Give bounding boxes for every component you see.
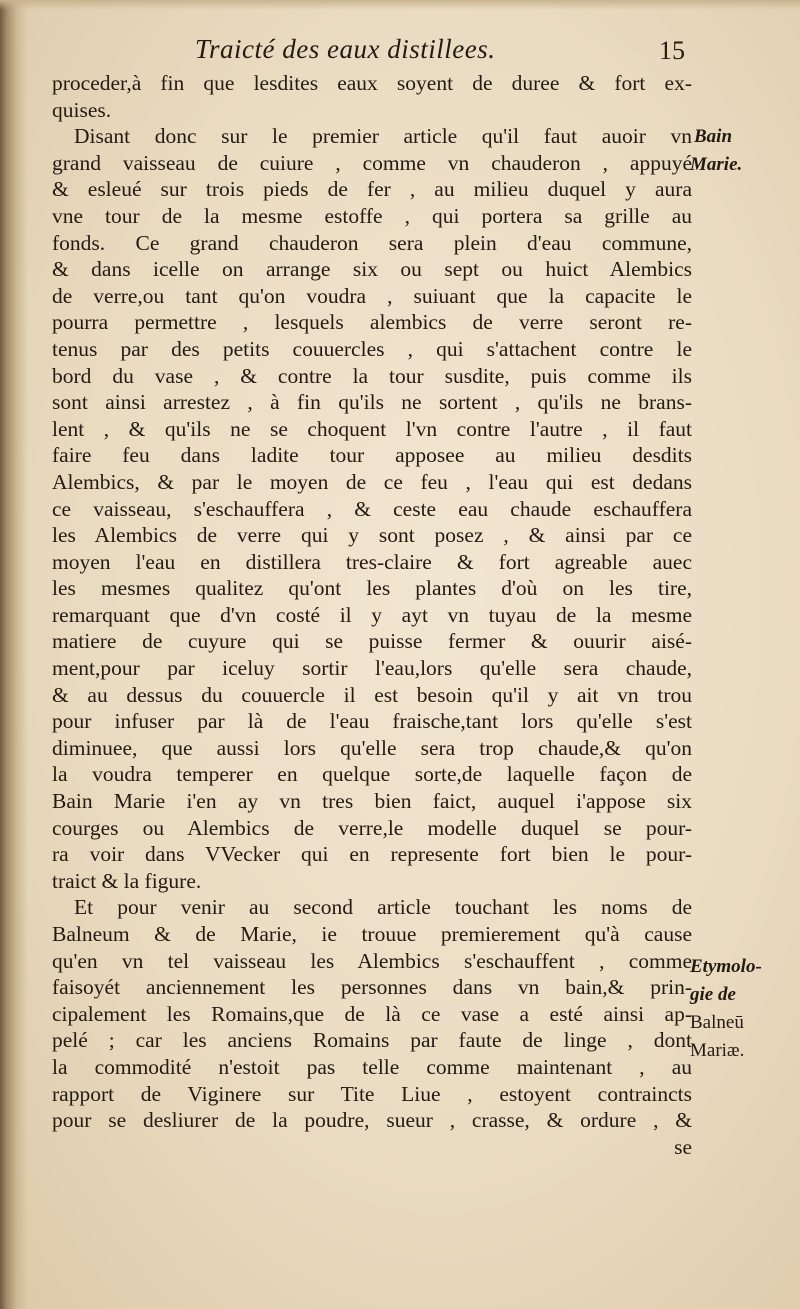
text-line: moyen l'eau en distillera tres-claire & fort agreable auec	[52, 549, 692, 574]
text-line: pour se desliurer de la poudre, sueur , crasse, & ordure , &	[52, 1108, 692, 1133]
text-line: remarquant que d'vn costé il y ayt vn tuyau de la mesme	[52, 602, 692, 627]
text-line: faire feu dans ladite tour apposee au milieu desdits	[52, 443, 692, 468]
margin-note: Bain	[694, 126, 733, 147]
text-line: grand vaisseau de cuiure , comme vn chauderon , appuyé	[52, 150, 692, 175]
margin-note: Mariæ.	[690, 1040, 745, 1061]
text-line: faisoyét anciennement les personnes dans vn bain,& prin-	[52, 975, 692, 1000]
page-header	[55, 30, 685, 70]
margin-note: gie de	[690, 984, 736, 1005]
text-line: les mesmes qualitez qu'ont les plantes d'où on les tire,	[52, 576, 692, 601]
running-title: Traicté des eaux distillees.	[195, 34, 496, 64]
text-line: les Alembics de verre qui y sont posez , & ainsi par ce	[52, 523, 692, 548]
text-line: pour infuser par là de l'eau fraische,tant lors qu'elle s'est	[52, 709, 692, 734]
text-line: Balneum & de Marie, ie trouue premierement qu'à cause	[52, 922, 692, 946]
text-line: ra voir dans VVecker qui en represente fort bien le pour-	[52, 842, 692, 867]
text-line: la commodité n'estoit pas telle comme maintenant , au	[52, 1054, 692, 1079]
margin-note: Etymolo-	[690, 956, 762, 977]
body-text	[52, 70, 692, 1160]
text-line: Disant donc sur le premier article qu'il faut auoir vn	[74, 124, 692, 149]
text-line: cipalement les Romains,que de là ce vase a esté ainsi ap-	[52, 1001, 692, 1026]
text-line: rapport de Viginere sur Tite Liue , estoyent contraincts	[52, 1081, 692, 1106]
text-line: de verre,ou tant qu'on voudra , suiuant que la capacite le	[52, 283, 692, 308]
text-line: fonds. Ce grand chauderon sera plein d'eau commune,	[52, 230, 692, 255]
text-line: qu'en vn tel vaisseau les Alembics s'eschauffent , comme	[52, 948, 692, 973]
text-line: courges ou Alembics de verre,le modelle duquel se pour-	[52, 815, 692, 840]
text-line: Bain Marie i'en ay vn tres bien faict, auquel i'appose six	[52, 789, 692, 814]
text-line: la voudra temperer en quelque sorte,de laquelle façon de	[52, 762, 692, 787]
text-line: lent , & qu'ils ne se choquent l'vn contre l'autre , il faut	[52, 416, 692, 441]
text-line: sont ainsi arrestez , à fin qu'ils ne sortent , qu'ils ne brans-	[52, 390, 692, 415]
text-line: vne tour de la mesme estoffe , qui portera sa grille au	[52, 203, 692, 228]
text-line: & esleué sur trois pieds de fer , au milieu duquel y aura	[52, 177, 692, 202]
text-line: & au dessus du couuercle il est besoin qu'il y ait vn trou	[52, 682, 692, 707]
text-line: Et pour venir au second article touchant les noms de	[74, 895, 692, 920]
page-top-edge	[0, 0, 800, 10]
text-line: pourra permettre , lesquels alembics de verre seront re-	[52, 310, 692, 335]
margin-note: Marie.	[690, 154, 743, 175]
text-line: traict & la figure.	[52, 868, 202, 893]
text-line: matiere de cuyure qui se puisse fermer & ouurir aisé-	[52, 629, 692, 654]
text-line: & dans icelle on arrange six ou sept ou huict Alembics	[52, 257, 692, 282]
text-line: diminuee, que aussi lors qu'elle sera trop chaude,& qu'on	[52, 735, 692, 760]
text-line: bord du vase , & contre la tour susdite, puis comme ils	[52, 363, 692, 388]
page-number: 15	[659, 36, 685, 65]
text-line: ce vaisseau, s'eschauffera , & ceste eau chaude eschauffera	[52, 496, 692, 521]
text-line: proceder,à fin que lesdites eaux soyent de duree & fort ex-	[52, 71, 692, 95]
binding-shadow	[0, 0, 28, 1309]
text-line: Alembics, & par le moyen de ce feu , l'eau qui est dedans	[52, 469, 692, 494]
text-line: tenus par des petits couuercles , qui s'attachent contre le	[52, 336, 692, 361]
text-line: quises.	[52, 97, 112, 122]
catchword: se	[674, 1134, 692, 1159]
text-line: ment,pour par iceluy sortir l'eau,lors qu'elle sera chaude,	[52, 656, 692, 681]
margin-note: Balneū	[690, 1012, 744, 1033]
text-line: pelé ; car les anciens Romains par faute de linge , dont	[52, 1028, 692, 1053]
